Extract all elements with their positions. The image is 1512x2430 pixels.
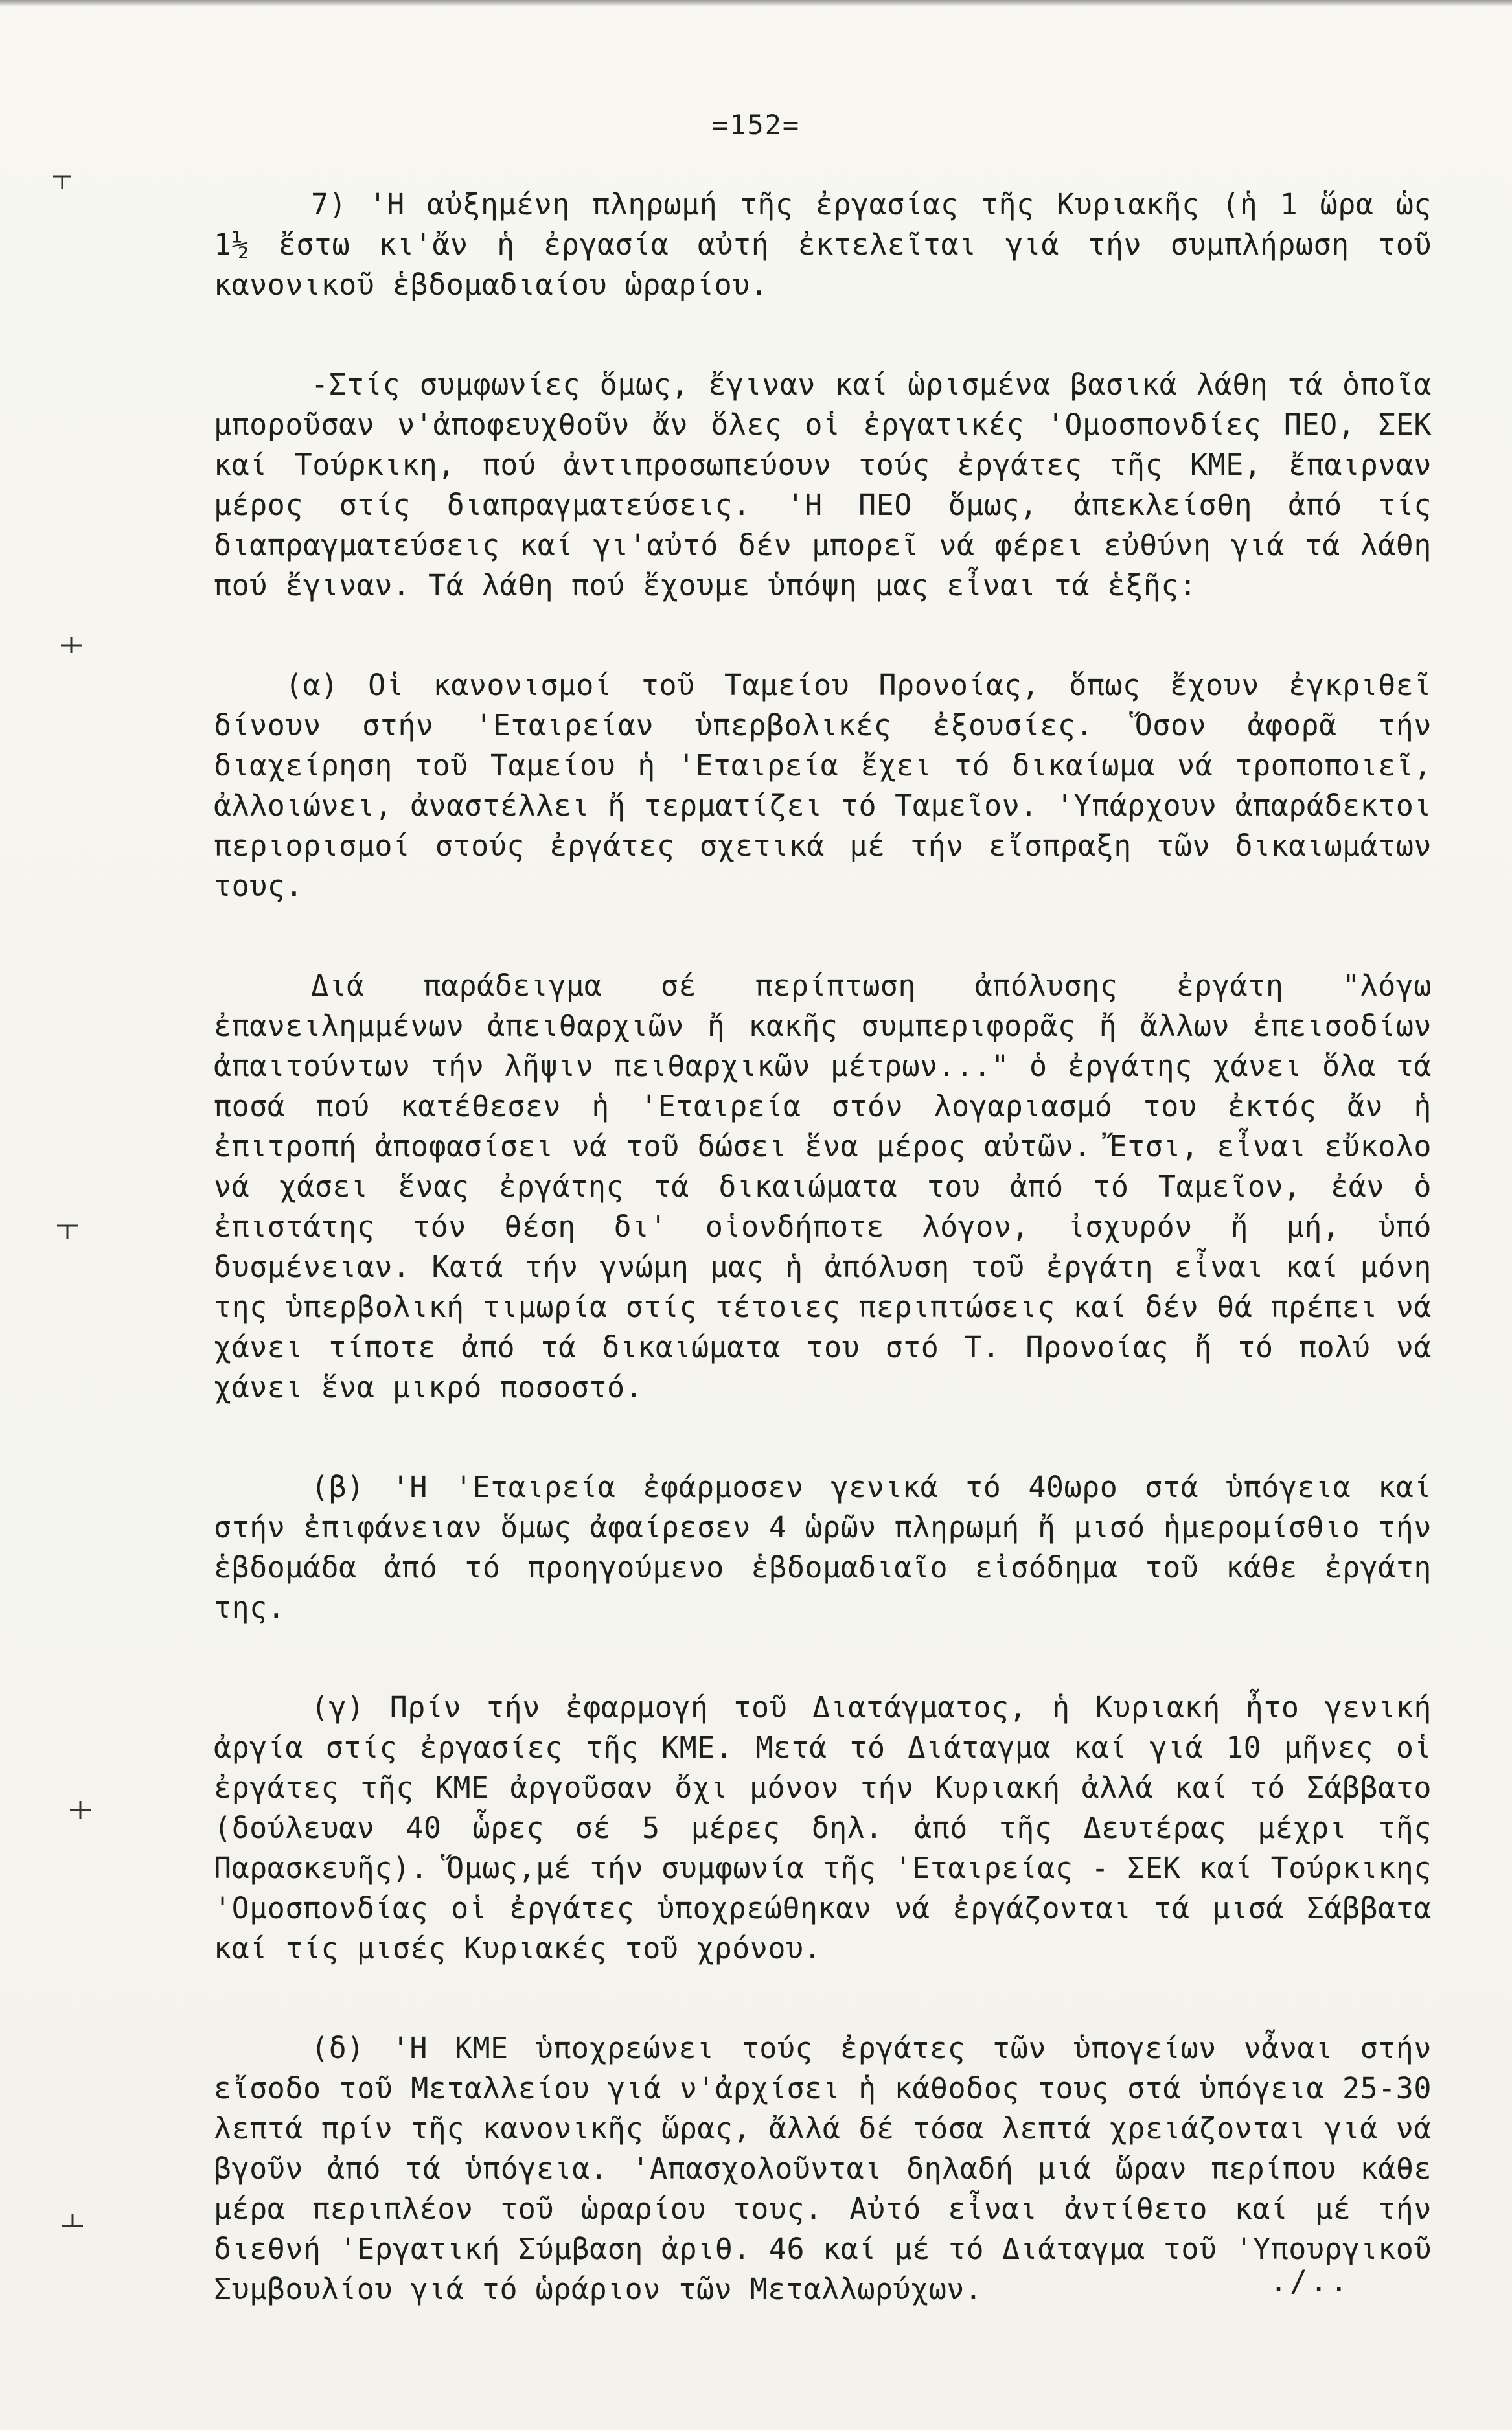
paragraph-dismissal-example: Διά παράδειγμα σέ περίπτωση ἀπόλυσης ἐργάτη "λόγω ἐπανειλημμένων ἀπειθαρχιῶν ἤ κακῆς συμπεριφορᾶς ἤ ἄλλων ἐπεισοδίων ἀπαιτούντων τήν λῆψιν πειθαρχικῶν μέτρων..." ὁ ἐργάτης χάνει ὅλα τά ποσά πού κατέθεσεν ἡ 'Εταιρεία στόν λογαριασμό του ἐκτός ἄν ἡ ἐπιτροπή ἀποφασίσει νά τοῦ δώσει ἕνα μέρος αὐτῶν. Ἔτσι, εἶναι εὔκολο νά χάσει ἕνας ἐργάτης τά δικαιώματα του ἀπό τό Ταμεῖον, ἐάν ὁ ἐπιστάτης τόν θέση δι' οἱονδήποτε λόγον, ἰσχυρόν ἤ μή, ὑπό δυσμένειαν. Κατά τήν γνώμη μας ἡ ἀπόλυση τοῦ ἐργάτη εἶναι καί μόνη της ὑπερβολική τιμωρία στίς τέτοιες περιπτώσεις καί δέν θά πρέπει νά χάνει τίποτε ἀπό τά δικαιώματα του στό Τ. Προνοίας ἤ τό πολύ νά χάνει ἕνα μικρό ποσοστό. [214,969,1432,1404]
paragraph-a-provident-fund: (α) Οἱ κανονισμοί τοῦ Ταμείου Προνοίας, ὅπως ἔχουν ἐγκριθεῖ δίνουν στήν 'Εταιρείαν ὑπερβολικές ἐξουσίες. Ὅσον ἀφορᾶ τήν διαχείρηση τοῦ Ταμείου ἡ 'Εταιρεία ἔχει τό δικαίωμα νά τροποποιεῖ, ἀλλοιώνει, ἀναστέλλει ἤ τερματίζει τό Ταμεῖον. 'Υπάρχουν ἀπαράδεκτοι περιορισμοί στούς ἐργάτες σχετικά μέ τήν εἴσπραξη τῶν δικαιωμάτων τους. [214,668,1432,903]
paragraph-agreements-errors: -Στίς συμφωνίες ὅμως, ἔγιναν καί ὡρισμένα βασικά λάθη τά ὁποῖα μποροῦσαν ν'ἀποφευχθοῦν ἄν ὅλες οἱ ἐργατικές 'Ομοσπονδίες ΠΕΟ, ΣΕΚ καί Τούρκικη, πού ἀντιπροσωπεύουν τούς ἐργάτες τῆς ΚΜΕ, ἔπαιρναν μέρος στίς διαπραγματεύσεις. 'Η ΠΕΟ ὅμως, ἀπεκλείσθη ἀπό τίς διαπραγματεύσεις καί γι'αὐτό δέν μπορεῖ νά φέρει εὐθύνη γιά τά λάθη πού ἔγιναν. Τά λάθη πού ἔχουμε ὑπόψη μας εἶναι τά ἑξῆς: [214,367,1432,602]
paragraph-item-7: 7) 'Η αὐξημένη πληρωμή τῆς ἐργασίας τῆς Κυριακῆς (ἡ 1 ὥρα ὡς 1½ ἔστω κι'ἄν ἡ ἐργασία αὐτή ἐκτελεῖται γιά τήν συμπλήρωση τοῦ κανονικοῦ ἑβδομαδιαίου ὡραρίου. [214,187,1432,302]
scan-top-edge [0,0,1512,6]
paragraph-c-sunday-rest: (γ) Πρίν τήν ἐφαρμογή τοῦ Διατάγματος, ἡ Κυριακή ἦτο γενική ἀργία στίς ἐργασίες τῆς ΚΜΕ. Μετά τό Διάταγμα καί γιά 10 μῆνες οἱ ἐργάτες τῆς ΚΜΕ ἀργοῦσαν ὄχι μόνον τήν Κυριακή ἀλλά καί τό Σάββατο (δούλευαν 40 ὧρες σέ 5 μέρες δηλ. ἀπό τῆς Δευτέρας μέχρι τῆς Παρασκευῆς). Ὅμως,μέ τήν συμφωνία τῆς 'Εταιρείας - ΣΕΚ καί Τούρκικης 'Ομοσπονδίας οἱ ἐργάτες ὑποχρεώθηκαν νά ἐργάζονται τά μισά Σάββατα καί τίς μισές Κυριακές τοῦ χρόνου. [214,1690,1432,1966]
paragraph-b-40-hour-week: (β) 'Η 'Εταιρεία ἐφάρμοσεν γενικά τό 40ωρο στά ὑπόγεια καί στήν ἐπιφάνειαν ὅμως ἀφαίρεσεν 4 ὡρῶν πληρωμή ἤ μισό ἡμερομίσθιο τήν ἑβδομάδα ἀπό τό προηγούμενο ἑβδομαδιαῖο εἰσόδημα τοῦ κάθε ἐργάτη της. [214,1470,1432,1625]
crosshair-mark-icon [69,1798,92,1822]
continuation-mark: ./.. [1270,2264,1351,2298]
crosshair-mark-icon [56,1217,79,1240]
document-body [214,185,1432,2310]
crosshair-mark-icon [51,167,74,190]
paragraph-d-underground-hours: (δ) 'Η ΚΜΕ ὑποχρεώνει τούς ἐργάτες τῶν ὑπογείων νἆναι στήν εἴσοδο τοῦ Μεταλλείου γιά ν'ἀρχίσει ἡ κάθοδος τους στά ὑπόγεια 25-30 λεπτά πρίν τῆς κανονικῆς ὥρας, ἄλλά δέ τόσα λεπτά χρειάζονται γιά νά βγοῦν ἀπό τά ὑπόγεια. 'Απασχολοῦνται δηλαδή μιά ὥραν περίπου κάθε μέρα περιπλέον τοῦ ὡραρίου τους. Αὐτό εἶναι ἀντίθετο καί μέ τήν διεθνή 'Εργατική Σύμβαση ἀριθ. 46 καί μέ τό Διάταγμα τοῦ 'Υπουργικοῦ Συμβουλίου γιά τό ὡράριον τῶν Μεταλλωρύχων. [214,2031,1432,2306]
crosshair-mark-icon [61,2209,84,2232]
crosshair-mark-icon [60,634,83,657]
page-number: =152= [711,109,801,141]
